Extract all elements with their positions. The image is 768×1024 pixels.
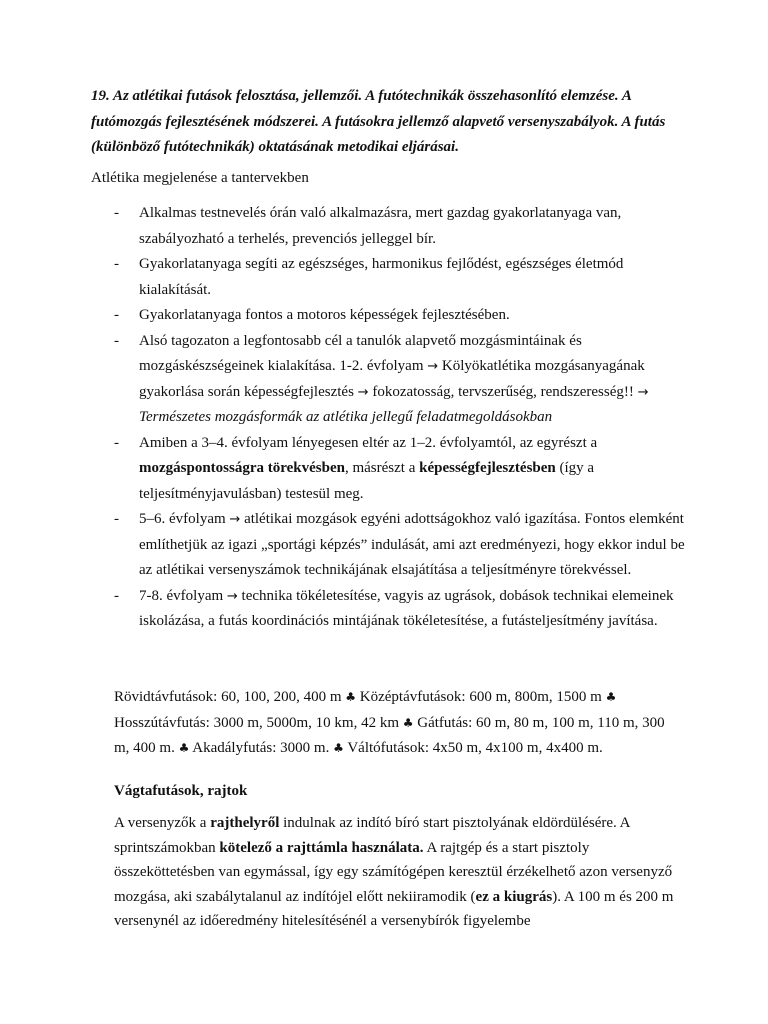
section-title: 19. Az atlétikai futások felosztása, jellemzői. A futótechnikák összehasonlító elemzése. A futómozgás fejlesztésének módszerei. A futásokra jellemző alapvető versenyszabályok. A futás (különböző futótechnikák) oktatásának metodikai eljárásai. [91,88,666,155]
text-run: , másrészt a [344,460,420,476]
distance-events [114,685,674,762]
list-item [114,303,694,329]
text-run: Amiben a 3–4. évfolyam lényegesen eltér az 1–2. évfolyamtól, az egyrészt a [139,434,598,451]
text-run: ). A 100 m és 200 m versenynél az időeredmény hitelesítésénél a versenybírók figyelembe [114,888,674,929]
arrow-right-icon: → [357,384,369,400]
dash-marker: - [114,332,119,349]
list-item [114,584,694,635]
text-run: Rövidtávfutások: 60, 100, 200, 400 m [114,689,346,705]
body-paragraph [114,811,674,934]
text-run: Gátfutás: 60 m, 80 m, 100 m, 110 m, 300 m, 400 m. [114,714,665,756]
list-item [114,507,694,584]
text-run: Hosszútávfutás: 3000 m, 5000m, 10 km, 42 km [114,714,403,731]
bold-text: képességfejlesztésben [419,460,556,476]
text-run: A rajtgép és a start pisztoly összeköttetésben van egymással, így egy számítógépen keresztül érzékelhető azon versenyző mozgása, aki szabálytalanul az indítójel előtt nekiiramodik ( [114,839,673,905]
club-icon: ♣ [605,690,617,704]
text-run: Alsó tagozaton a legfontosabb cél a tanulók alapvető mozgásmintáinak és mozgáskészségeinek kialakítása. 1-2. évfolyam [139,332,582,374]
text-run: technika tökéletesítése, vagyis az ugrások, dobások technikai elemeinek iskolázása, a futás koordinációs mintájának tökéletesítése, a futásteljesítmény javítása. [139,587,674,629]
dash-marker: - [114,205,119,221]
intro-line: Atlétika megjelenése a tantervekben [91,170,309,186]
text-run: 7-8. évfolyam [139,587,227,604]
subsection-heading: Vágtafutások, rajtok [114,783,248,799]
arrow-right-icon: → [637,384,649,400]
bold-text: mozgáspontosságra törekvésben [139,460,345,476]
club-icon: ♣ [402,715,414,730]
dash-marker: - [114,434,119,451]
list-item-text: Gyakorlatanyaga segíti az egészséges, harmonikus fejlődést, egészséges életmód kialakítását. [139,256,624,298]
dash-marker: - [114,587,119,604]
text-run: fokozatosság, tervszerűség, rendszeresség!! [368,383,638,400]
club-icon: ♣ [345,690,357,704]
text-run: A versenyzők a [114,815,211,831]
club-icon: ♣ [178,741,190,755]
bold-text: kötelező a rajttámla használata. [219,839,424,856]
dash-marker: - [114,256,119,272]
list-item-text: Alkalmas testnevelés órán való alkalmazásra, mert gazdag gyakorlatanyaga van, szabályozható a terhelés, prevenciós jelleggel bír. [139,205,622,247]
text-run: 5–6. évfolyam [139,511,230,527]
list-item [114,431,694,508]
curriculum-list [114,201,694,635]
dash-marker: - [114,511,119,527]
list-item [114,201,694,252]
text-run: indulnak az indító bíró start pisztolyának eldördülésére. A sprintszámokban [114,815,630,856]
club-icon: ♣ [333,741,344,755]
arrow-right-icon: → [226,588,238,604]
text-run: Akadályfutás: 3000 m. [189,740,334,756]
italic-text: Természetes mozgásformák az atlétika jellegű feladatmegoldásokban [139,409,553,425]
arrow-right-icon: → [427,359,439,374]
list-item [114,329,694,431]
list-item-text: Gyakorlatanyaga fontos a motoros képességek fejlesztésében. [139,307,510,323]
text-run: (így a teljesítményjavulásban) testesül meg. [139,460,595,502]
text-run: Váltófutások: 4x50 m, 4x100 m, 4x400 m. [343,740,603,756]
bold-text: rajthelyről [210,815,280,831]
list-item [114,252,694,303]
text-run: Középtávfutások: 600 m, 800m, 1500 m [356,689,606,705]
dash-marker: - [114,307,119,323]
text-run: Kölyökatlétika mozgásanyagának gyakorlása során képességfejlesztés [139,358,645,400]
arrow-right-icon: → [229,512,241,527]
text-run: atlétikai mozgások egyéni adottságokhoz való igazítása. Fontos elemként említhetjük az igazi „sportági képzés” indulását, ami azt eredményezi, hogy ekkor indul be az atlétikai versenyszámok technikájának elsajátítása a teljesítményre törekvéssel. [139,511,685,578]
bold-text: ez a kiugrás [475,888,553,905]
